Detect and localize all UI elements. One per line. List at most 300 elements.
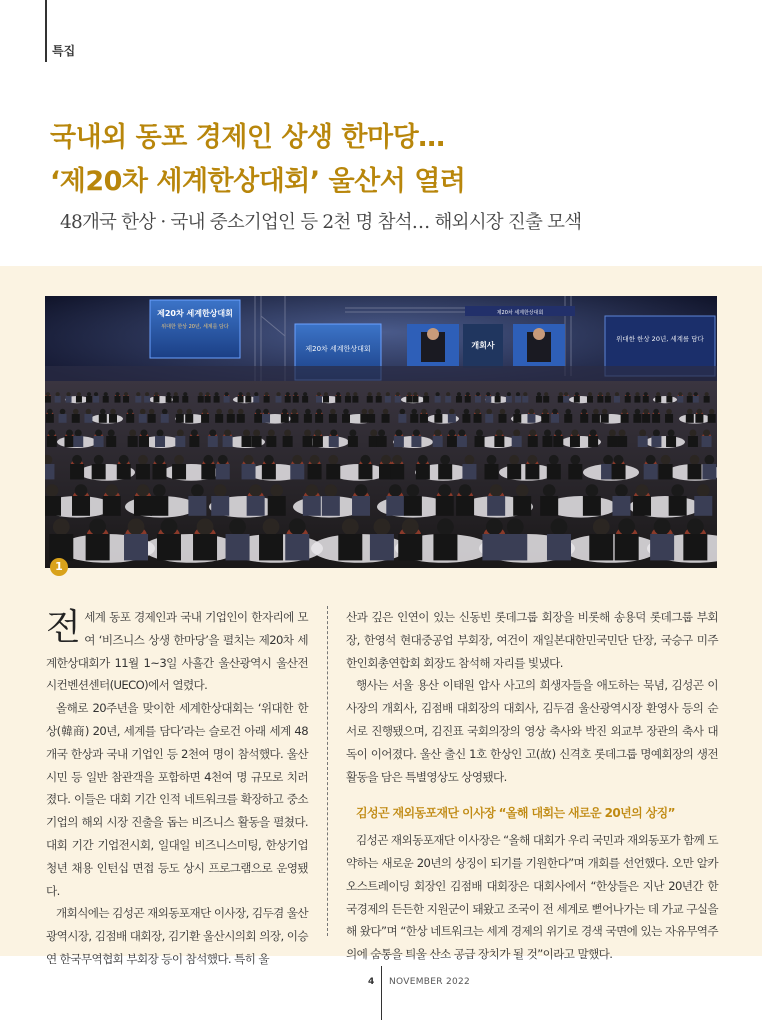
- attendee-head: [500, 409, 506, 415]
- attendee-body: [185, 414, 193, 423]
- attendee-head: [449, 409, 455, 415]
- attendee-body: [152, 464, 166, 479]
- attendee-head: [486, 518, 503, 535]
- attendee-head: [418, 455, 428, 465]
- attendee-head: [529, 430, 536, 437]
- attendee-body: [456, 396, 462, 403]
- attendee-body: [135, 396, 141, 403]
- attendee-head: [476, 430, 483, 437]
- attendee-body: [290, 464, 304, 479]
- attendee-body: [677, 396, 683, 403]
- attendee-body: [563, 396, 569, 403]
- attendee-head: [551, 518, 568, 535]
- attendee-head: [343, 409, 349, 415]
- attendee-body: [385, 396, 391, 403]
- attendee-body: [688, 436, 698, 447]
- attendee-body: [512, 436, 522, 447]
- footer-rule: [381, 966, 382, 1020]
- attendee-head: [368, 409, 374, 415]
- attendee-body: [638, 436, 648, 447]
- attendee-body: [612, 464, 626, 479]
- attendee-body: [420, 414, 428, 423]
- attendee-head: [581, 409, 587, 415]
- attendee-head: [294, 392, 298, 396]
- attendee-head: [263, 409, 269, 415]
- attendee-head: [138, 455, 148, 465]
- attendee-body: [45, 464, 54, 479]
- headline: [50, 116, 710, 204]
- attendee-head: [238, 392, 242, 396]
- attendee-body: [285, 534, 309, 560]
- attendee-body: [423, 396, 429, 403]
- attendee-body: [528, 436, 538, 447]
- attendee-head: [570, 455, 580, 465]
- attendee-head: [527, 455, 537, 465]
- headline-line-1: 국내외 동포 경제인 상생 한마당…: [50, 122, 445, 153]
- attendee-head: [137, 484, 150, 497]
- attendee-head: [140, 430, 147, 437]
- attendee-head: [229, 518, 246, 535]
- attendee-head: [542, 409, 548, 415]
- attendee-body: [46, 414, 54, 423]
- attendee-body: [103, 396, 109, 403]
- issue-month: NOVEMBER 2022: [389, 977, 471, 987]
- attendee-body: [109, 414, 117, 423]
- attendee-head: [336, 392, 340, 396]
- attendee-head: [174, 455, 184, 465]
- attendee-head: [413, 430, 420, 437]
- attendee-head: [507, 392, 511, 396]
- attendee-head: [448, 430, 455, 437]
- attendee-body: [150, 496, 168, 516]
- attendee-head: [666, 409, 672, 415]
- attendee-head: [615, 392, 619, 396]
- attendee-body: [302, 396, 308, 403]
- attendee-body: [198, 396, 204, 403]
- attendee-body: [474, 414, 482, 423]
- attendee-body: [173, 396, 179, 403]
- attendee-body: [155, 436, 165, 447]
- attendee-head: [514, 409, 520, 415]
- attendee-head: [183, 392, 187, 396]
- attendee-head: [407, 484, 420, 497]
- attendee-body: [264, 396, 270, 403]
- attendee-head: [216, 409, 222, 415]
- attendee-body: [570, 436, 580, 447]
- attendee-body: [435, 396, 441, 403]
- attendee-body: [92, 464, 106, 479]
- banquet-table: [645, 436, 685, 448]
- attendee-head: [588, 392, 592, 396]
- attendee-body: [475, 436, 485, 447]
- attendee-body: [693, 396, 699, 403]
- attendee-head: [392, 455, 402, 465]
- attendee-head: [465, 455, 475, 465]
- attendee-head: [157, 430, 164, 437]
- attendee-body: [348, 436, 358, 447]
- attendee-body: [597, 396, 603, 403]
- banner-stage-left: 제20차 세계한상대회: [305, 345, 371, 353]
- attendee-body: [247, 496, 265, 516]
- attendee-body: [136, 464, 150, 479]
- attendee-body: [433, 534, 457, 560]
- attendee-head: [253, 430, 260, 437]
- attendee-head: [436, 409, 442, 415]
- attendee-body: [601, 414, 609, 423]
- attendee-body: [394, 436, 404, 447]
- attendee-head: [564, 392, 568, 396]
- attendee-body: [398, 414, 406, 423]
- attendee-body: [201, 464, 215, 479]
- banner-right-title: 위대한 한상 20년, 세계를 담다: [616, 335, 704, 343]
- attendee-head: [424, 392, 428, 396]
- attendee-body: [612, 496, 630, 516]
- attendee-head: [678, 392, 682, 396]
- attendee-head: [413, 392, 417, 396]
- attendee-head: [66, 392, 70, 396]
- attendee-head: [162, 409, 168, 415]
- headline-subtitle: 48개국 한상 · 국내 중소기업인 등 2천 명 참석… 해외시장 진출 모색: [60, 212, 582, 233]
- attendee-body: [666, 396, 672, 403]
- attendee-head: [618, 518, 635, 535]
- attendee-body: [106, 436, 116, 447]
- attendee-body: [543, 396, 549, 403]
- attendee-head: [690, 455, 700, 465]
- paragraph: 세계 동포 경제인과 국내 기업인이 한자리에 모여 ‘비즈니스 상생 한마당’을 펼치는 제20차 세계한상대회가 11월 1~3일 사흘간 울산광역시 울산전시컨벤션센터(UECO)에서 열렸다.: [46, 610, 308, 693]
- attendee-head: [100, 409, 106, 415]
- attendee-body: [666, 436, 676, 447]
- attendee-body: [73, 436, 83, 447]
- attendee-body: [338, 534, 362, 560]
- banquet-table: [679, 414, 711, 424]
- attendee-head: [381, 455, 391, 465]
- attendee-body: [322, 496, 340, 516]
- attendee-head: [161, 518, 178, 535]
- attendee-head: [264, 455, 274, 465]
- attendee-head: [197, 518, 214, 535]
- attendee-head: [395, 430, 402, 437]
- attendee-body: [506, 396, 512, 403]
- attendee-head: [694, 392, 698, 396]
- attendee-head: [609, 430, 616, 437]
- attendee-body: [293, 396, 299, 403]
- attendee-head: [119, 455, 129, 465]
- attendee-head: [87, 392, 91, 396]
- banner-stage-top: 제20차 세계한상대회: [496, 310, 544, 316]
- attendee-head: [421, 409, 427, 415]
- attendee-head: [476, 392, 480, 396]
- attendee-body: [522, 396, 528, 403]
- attendee-body: [513, 496, 531, 516]
- attendee-body: [45, 496, 61, 516]
- attendee-body: [475, 396, 481, 403]
- attendee-body: [335, 396, 341, 403]
- attendee-body: [702, 464, 716, 479]
- attendee-body: [525, 464, 539, 479]
- attendee-body: [503, 534, 527, 560]
- attendee-body: [515, 396, 521, 403]
- event-photo: [45, 296, 717, 568]
- attendee-body: [323, 396, 329, 403]
- attendee-body: [652, 414, 660, 423]
- attendee-head: [177, 409, 183, 415]
- attendee-head: [75, 484, 88, 497]
- attendee-body: [614, 396, 620, 403]
- attendee-head: [543, 484, 556, 497]
- attendee-body: [665, 414, 673, 423]
- attendee-head: [317, 392, 321, 396]
- attendee-head: [653, 430, 660, 437]
- attendee-body: [117, 464, 131, 479]
- attendee-body: [126, 414, 134, 423]
- attendee-body: [465, 396, 471, 403]
- attendee-head: [687, 518, 704, 535]
- attendee-body: [551, 414, 559, 423]
- attendee-body: [583, 496, 601, 516]
- attendee-body: [157, 534, 181, 560]
- attendee-head: [496, 392, 500, 396]
- attendee-head: [464, 409, 470, 415]
- attendee-body: [139, 414, 147, 423]
- attendee-head: [60, 409, 66, 415]
- attendee-head: [214, 392, 218, 396]
- attendee-head: [653, 409, 659, 415]
- attendee-head: [209, 430, 216, 437]
- attendee-body: [193, 534, 217, 560]
- section-subheading: 김성곤 재외동포재단 이사장 “올해 대회는 새로운 20년의 상징”: [356, 806, 675, 821]
- attendee-body: [702, 436, 712, 447]
- attendee-head: [124, 392, 128, 396]
- attendee-head: [636, 484, 649, 497]
- attendee-head: [703, 430, 710, 437]
- attendee-head: [593, 518, 610, 535]
- attendee-head: [513, 430, 520, 437]
- attendee-head: [346, 392, 350, 396]
- attendee-body: [45, 396, 51, 403]
- attendee-head: [689, 430, 696, 437]
- attendee-body: [153, 396, 159, 403]
- attendee-head: [310, 455, 320, 465]
- attendee-head: [438, 484, 451, 497]
- attendee-head: [325, 484, 338, 497]
- attendee-head: [244, 455, 254, 465]
- attendee-head: [77, 392, 81, 396]
- attendee-body: [588, 436, 598, 447]
- attendee-head: [374, 518, 391, 535]
- attendee-body: [605, 396, 611, 403]
- attendee-head: [228, 409, 234, 415]
- attendee-head: [615, 484, 628, 497]
- banquet-table: [91, 414, 123, 424]
- attendee-head: [437, 518, 454, 535]
- attendee-head: [688, 392, 692, 396]
- attendee-head: [303, 392, 307, 396]
- attendee-head: [440, 455, 450, 465]
- attendee-head: [619, 430, 626, 437]
- attendee-body: [72, 414, 80, 423]
- attendee-body: [262, 414, 270, 423]
- attendee-body: [283, 436, 293, 447]
- attendee-body: [214, 396, 220, 403]
- attendee-body: [642, 414, 650, 423]
- paragraph: 개회식에는 김성곤 재외동포재단 이사장, 김두겸 울산광역시장, 김점배 대회장, 김기환 울산시의회 의장, 이승연 한국무역협회 부회장 등이 참석했다. 특히 울: [46, 906, 308, 966]
- attendee-head: [559, 392, 563, 396]
- attendee-head: [509, 455, 519, 465]
- attendee-head: [202, 409, 208, 415]
- attendee-head: [47, 409, 53, 415]
- attendee-head: [544, 430, 551, 437]
- attendee-head: [635, 392, 639, 396]
- attendee-head: [284, 430, 291, 437]
- attendee-body: [86, 396, 92, 403]
- attendee-body: [161, 414, 169, 423]
- attendee-head: [110, 409, 116, 415]
- attendee-head: [203, 455, 213, 465]
- attendee-head: [349, 430, 356, 437]
- attendee-head: [598, 392, 602, 396]
- attendee-body: [617, 436, 627, 447]
- attendee-head: [362, 409, 368, 415]
- attendee-head: [270, 484, 283, 497]
- attendee-body: [47, 436, 57, 447]
- page-number: 4: [368, 977, 375, 987]
- attendee-body: [553, 436, 563, 447]
- attendee-head: [704, 455, 714, 465]
- attendee-head: [191, 430, 198, 437]
- attendee-head: [565, 409, 571, 415]
- attendee-head: [314, 430, 321, 437]
- attendee-head: [396, 392, 400, 396]
- attendee-head: [46, 392, 50, 396]
- photo-number-badge: 1: [50, 558, 68, 576]
- attendee-body: [438, 464, 452, 479]
- attendee-body: [704, 396, 710, 403]
- attendee-body: [144, 396, 150, 403]
- attendee-body: [76, 396, 82, 403]
- attendee-head: [697, 409, 703, 415]
- attendee-head: [549, 455, 559, 465]
- attendee-body: [398, 534, 422, 560]
- attendee-head: [167, 392, 171, 396]
- attendee-head: [48, 430, 55, 437]
- paragraph: 김성곤 재외동포재단 이사장은 “올해 대회가 우리 국민과 재외동포가 함께 도약하는 새로운 20년의 상징이 되기를 기원한다”며 개회를 선언했다. 오만 알카오스트레이딩 회장인 김점배 대회장은 대회사에서 “한상들은 지난 20년간 한국경제의 든든한 지원군이 돼왔고 조국이 전 세계로 뻗어나가는 데 가교 구실을 해 왔다”며 “한상 네트워크는 세계 경제의 위기로 경색 국면에 있는 자유무역주의에 숨통을 틔울 산소 공급 장치가 될 것”이라고 말했다.: [346, 833, 718, 962]
- attendee-body: [687, 396, 693, 403]
- attendee-head: [66, 430, 73, 437]
- attendee-head: [330, 409, 336, 415]
- attendee-body: [166, 396, 172, 403]
- attendee-body: [304, 414, 312, 423]
- attendee-head: [644, 392, 648, 396]
- attendee-head: [115, 392, 119, 396]
- attendee-body: [607, 436, 617, 447]
- attendee-body: [436, 496, 454, 516]
- attendee-body: [574, 396, 580, 403]
- attendee-head: [458, 430, 465, 437]
- attendee-body: [457, 436, 467, 447]
- attendee-body: [175, 436, 185, 447]
- attendee-body: [485, 396, 491, 403]
- attendee-head: [46, 484, 59, 497]
- attendee-head: [586, 484, 599, 497]
- attendee-head: [128, 518, 145, 535]
- attendee-head: [383, 409, 389, 415]
- attendee-head: [177, 430, 184, 437]
- attendee-head: [361, 455, 371, 465]
- attendee-head: [129, 430, 136, 437]
- attendee-head: [218, 455, 228, 465]
- attendee-body: [686, 414, 694, 423]
- attendee-head: [661, 455, 671, 465]
- attendee-body: [547, 464, 561, 479]
- attendee-body: [172, 464, 186, 479]
- attendee-body: [72, 496, 90, 516]
- attendee-head: [155, 455, 165, 465]
- attendee-head: [289, 518, 306, 535]
- attendee-head: [457, 392, 461, 396]
- attendee-head: [378, 430, 385, 437]
- attendee-body: [345, 396, 351, 403]
- attendee-body: [281, 414, 289, 423]
- attendee-body: [276, 396, 282, 403]
- attendee-head: [243, 430, 250, 437]
- attendee-head: [407, 392, 411, 396]
- attendee-body: [115, 396, 121, 403]
- attendee-body: [580, 414, 588, 423]
- attendee-head: [687, 409, 693, 415]
- attendee-body: [615, 534, 639, 560]
- attendee-head: [622, 409, 628, 415]
- banner-left-sub: 위대한 한상 20년, 세계를 담다: [161, 324, 229, 330]
- attendee-body: [568, 464, 582, 479]
- attendee-head: [667, 392, 671, 396]
- attendee-body: [208, 436, 218, 447]
- attendee-body: [329, 436, 339, 447]
- attendee-head: [56, 392, 60, 396]
- attendee-head: [95, 430, 102, 437]
- banner-left-title: 제20차 세계한상대회: [157, 309, 233, 318]
- attendee-body: [139, 436, 149, 447]
- attendee-head: [402, 518, 419, 535]
- attendee-body: [94, 436, 104, 447]
- attendee-body: [487, 496, 505, 516]
- attendee-body: [49, 534, 73, 560]
- attendee-body: [315, 414, 323, 423]
- attendee-head: [145, 392, 149, 396]
- attendee-body: [352, 396, 358, 403]
- attendee-head: [324, 392, 328, 396]
- attendee-body: [587, 396, 593, 403]
- attendee-head: [106, 484, 119, 497]
- attendee-body: [223, 436, 233, 447]
- attendee-body: [377, 436, 387, 447]
- attendee-head: [389, 484, 402, 497]
- attendee-body: [482, 534, 506, 560]
- attendee-head: [104, 392, 108, 396]
- attendee-head: [593, 409, 599, 415]
- attendee-body: [59, 414, 67, 423]
- attendee-body: [659, 464, 673, 479]
- column-divider: [327, 606, 328, 936]
- attendee-head: [697, 484, 710, 497]
- attendee-body: [313, 436, 323, 447]
- attendee-body: [462, 464, 476, 479]
- attendee-head: [153, 484, 166, 497]
- attendee-head: [507, 518, 524, 535]
- attendee-body: [84, 414, 92, 423]
- attendee-head: [516, 484, 529, 497]
- attendee-body: [252, 436, 262, 447]
- attendee-body: [245, 396, 251, 403]
